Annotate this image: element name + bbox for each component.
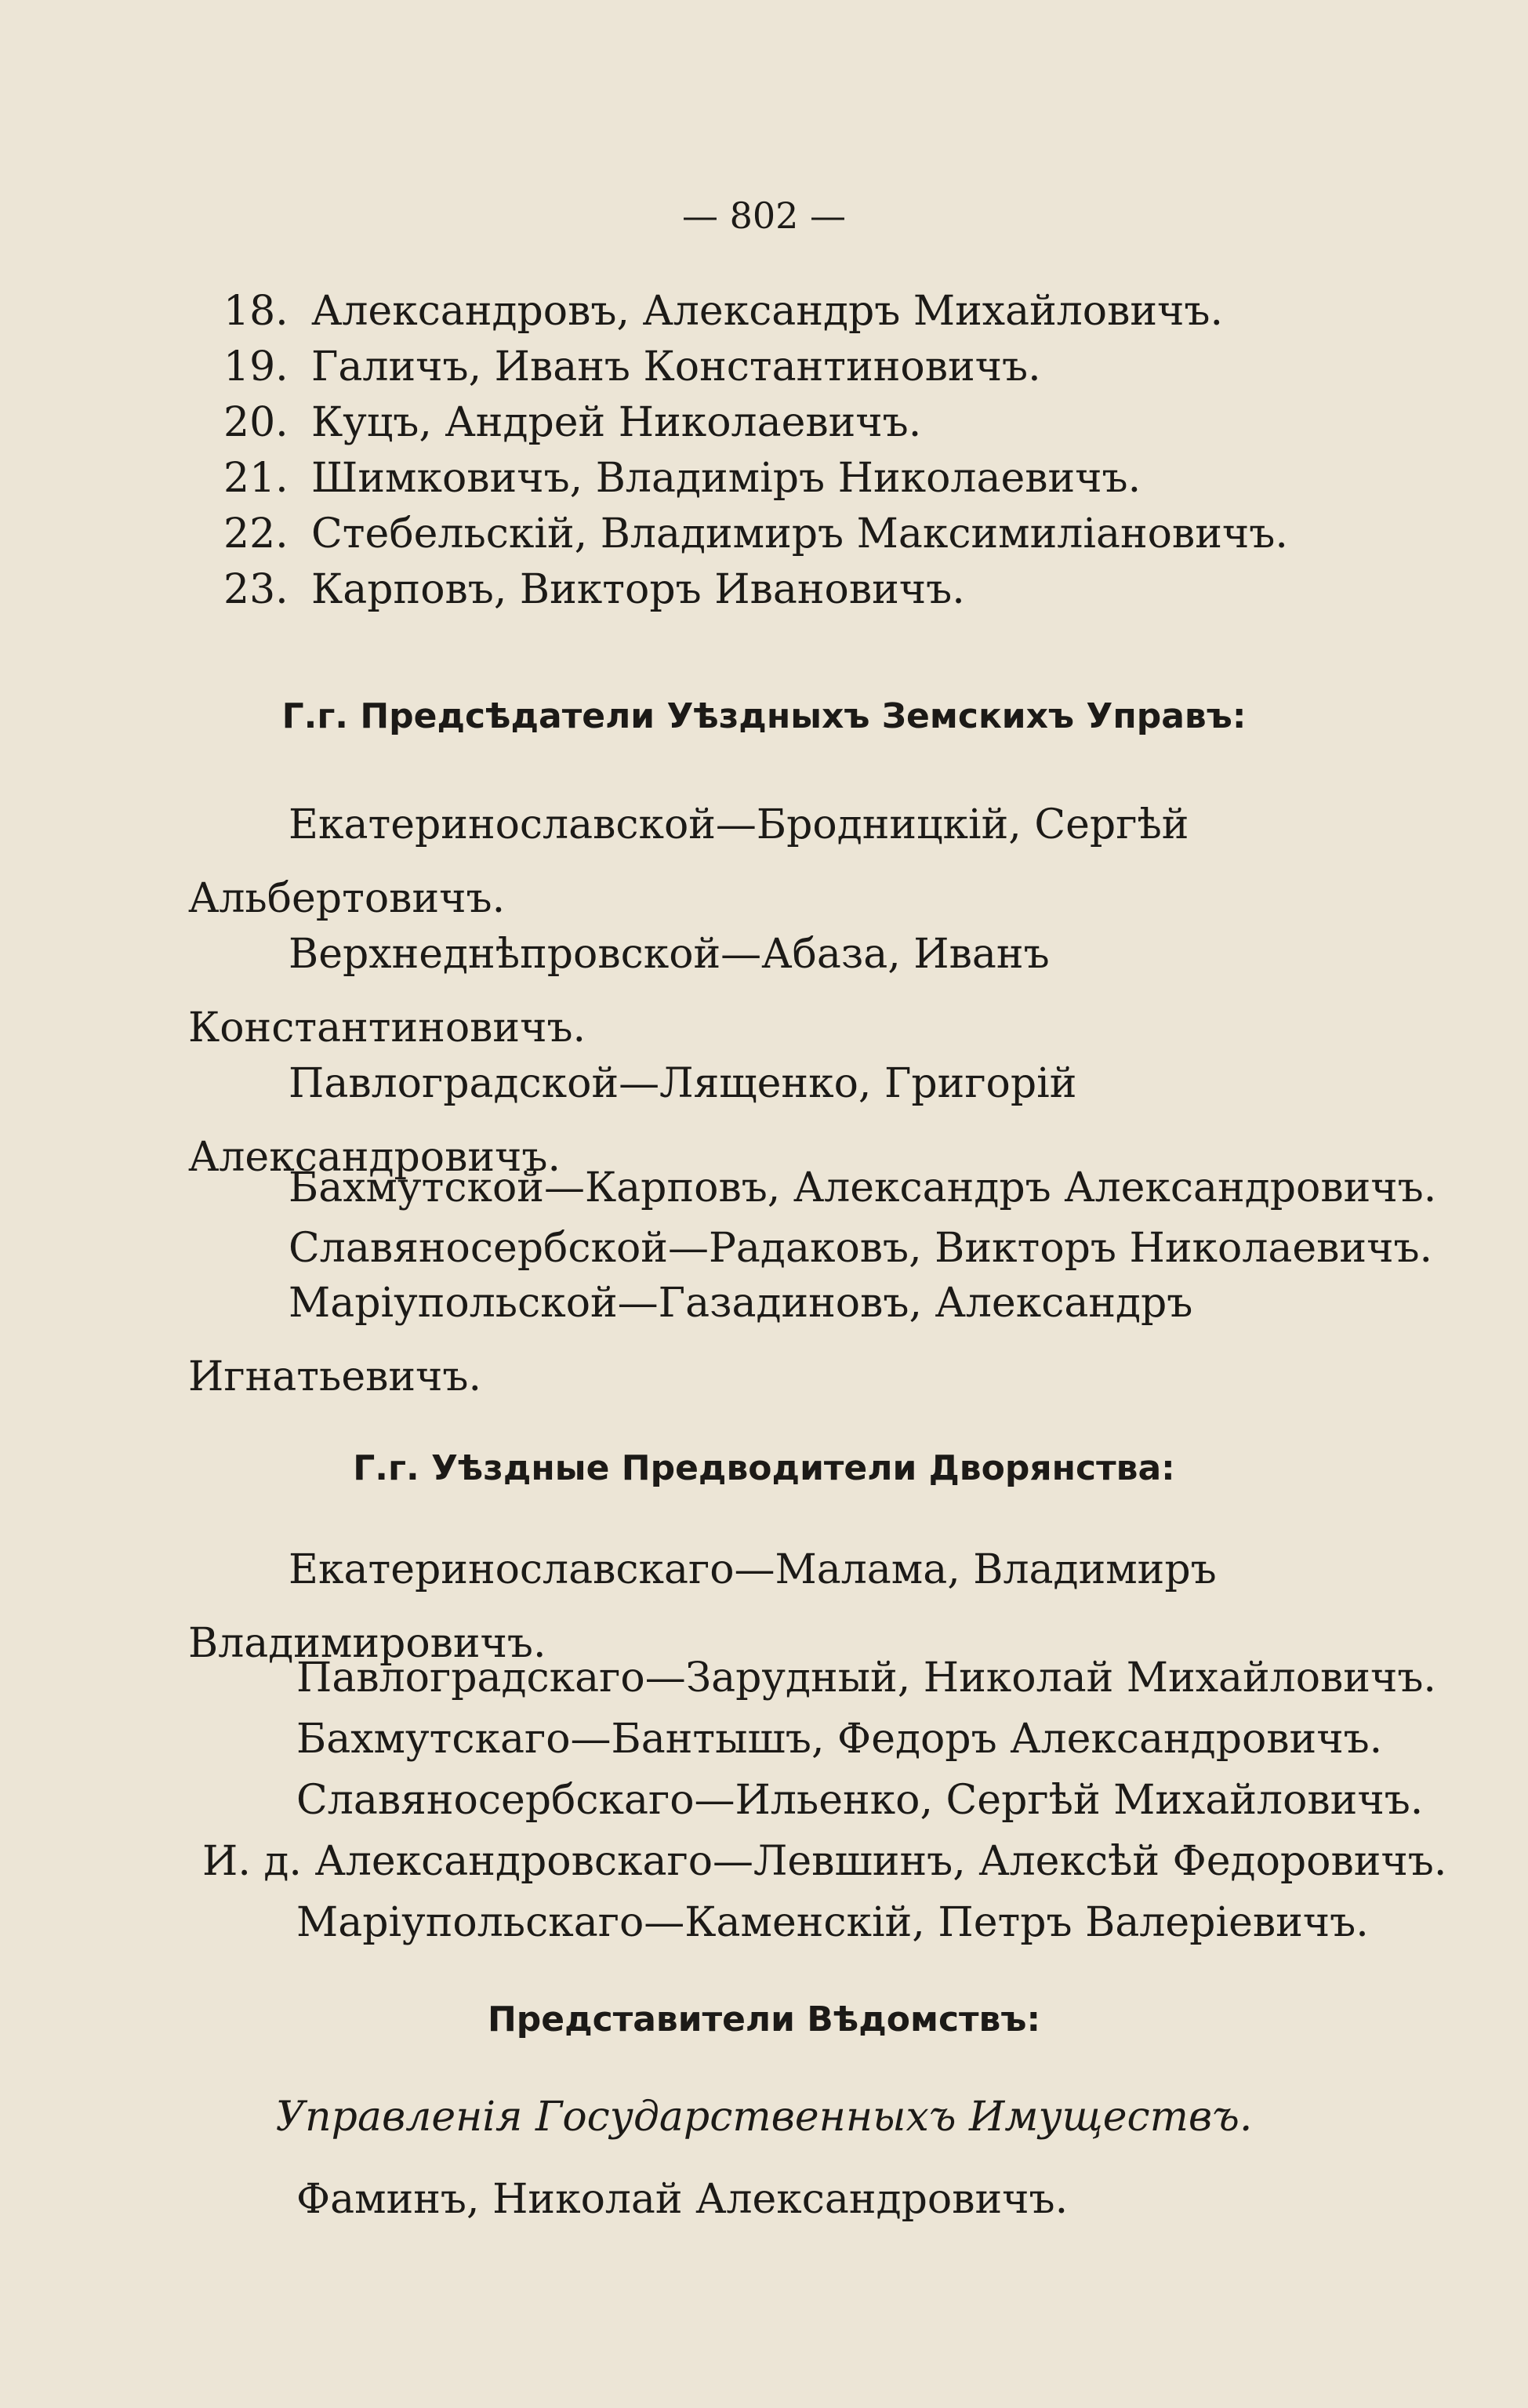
list-item <box>223 395 1288 451</box>
chairman-entry: Маріупольской—Газадиновъ, Александръ Игнатьевичъ. <box>188 1280 1193 1400</box>
item-name: Куцъ, Андрей Николаевичъ. <box>311 399 922 446</box>
item-name: Стебельскій, Владимиръ Максимиліановичъ. <box>311 510 1288 558</box>
item-name: Александровъ, Александръ Михайловичъ. <box>311 288 1224 335</box>
marshal-entry: Бахмутскаго—Бантышъ, Федоръ Александровичъ. <box>296 1716 1383 1763</box>
item-name: Шимковичъ, Владиміръ Николаевичъ. <box>311 455 1141 502</box>
item-number: 23. <box>223 566 289 613</box>
item-number: 22. <box>223 510 289 558</box>
marshal-entry: И. д. Александровскаго—Левшинъ, Алексѣй Федоровичъ. <box>202 1838 1447 1885</box>
list-item <box>223 562 1288 618</box>
chairman-entry: Екатеринославской—Бродницкій, Сергѣй Альбертовичъ. <box>188 801 1189 922</box>
list-item <box>223 451 1288 507</box>
marshal-entry: Павлоградскаго—Зарудный, Николай Михайловичъ. <box>296 1654 1436 1702</box>
department-subheading: Управленія Государственныхъ Имуществъ. <box>275 2094 1253 2141</box>
chairman-entry: Бахмутской—Карповъ, Александръ Александровичъ. <box>289 1164 1437 1211</box>
marshal-entry: Славяносербскаго—Ильенко, Сергѣй Михайловичъ. <box>296 1777 1424 1824</box>
chairman-entry: Верхнеднѣпровской—Абаза, Иванъ Константиновичъ. <box>188 931 1050 1051</box>
section-heading-chairmen: Г.г. Предсѣдатели Уѣздныхъ Земскихъ Управъ: <box>281 696 1247 736</box>
section-heading-marshals: Г.г. Уѣздные Предводители Дворянства: <box>353 1448 1175 1488</box>
chairman-entry: Славяносербской—Радаковъ, Викторъ Николаевичъ. <box>289 1225 1433 1272</box>
list-item <box>223 340 1288 395</box>
item-name: Галичъ, Иванъ Константиновичъ. <box>311 343 1041 390</box>
marshal-entry: Екатеринославскаго—Малама, Владимиръ Владимировичъ. <box>188 1546 1217 1667</box>
item-number: 19. <box>223 343 289 390</box>
marshal-entry: Маріупольскаго—Каменскій, Петръ Валеріевичъ. <box>296 1899 1369 1946</box>
item-name: Карповъ, Викторъ Ивановичъ. <box>311 566 965 613</box>
item-number: 21. <box>223 455 289 502</box>
numbered-list <box>223 284 1288 618</box>
department-entry: Фаминъ, Николай Александровичъ. <box>296 2176 1069 2223</box>
section-heading-departments: Представители Вѣдомствъ: <box>487 1999 1041 2039</box>
list-item <box>223 284 1288 340</box>
item-number: 18. <box>223 288 289 335</box>
page-number: — 802 — <box>681 194 847 237</box>
item-number: 20. <box>223 399 289 446</box>
chairman-entry: Павлоградской—Лященко, Григорій Александровичъ. <box>188 1060 1077 1181</box>
list-item <box>223 507 1288 562</box>
